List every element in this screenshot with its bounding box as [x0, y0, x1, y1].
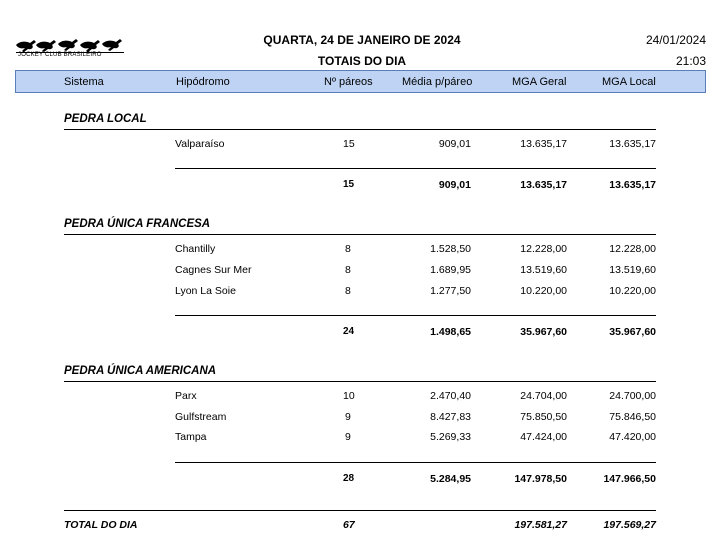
column-header-bar	[15, 70, 706, 93]
subtotal-mga-geral: 147.978,50	[514, 473, 567, 485]
total-mga-local: 197.569,27	[603, 519, 656, 531]
row-mga-geral: 24.704,00	[520, 390, 567, 402]
row-mga-geral: 13.635,17	[520, 138, 567, 150]
row-pareos: 8	[345, 285, 351, 297]
subtotal-mga-geral: 13.635,17	[520, 179, 567, 191]
subtotal-mga-local: 13.635,17	[609, 179, 656, 191]
row-pareos: 9	[345, 411, 351, 423]
subtotal-divider	[175, 168, 656, 169]
row-pareos: 10	[343, 390, 355, 402]
row-pareos: 8	[345, 243, 351, 255]
subtotal-mga-local: 147.966,50	[603, 473, 656, 485]
row-media: 1.277,50	[430, 285, 471, 297]
total-pareos: 67	[343, 519, 355, 531]
row-hipodromo: Valparaíso	[175, 138, 225, 150]
section-title: PEDRA ÚNICA FRANCESA	[64, 218, 211, 230]
row-mga-local: 12.228,00	[609, 243, 656, 255]
row-mga-geral: 12.228,00	[520, 243, 567, 255]
total-label: TOTAL DO DIA	[64, 519, 138, 531]
report-date: 24/01/2024	[645, 33, 706, 47]
row-media: 909,01	[438, 138, 471, 150]
row-mga-geral: 47.424,00	[520, 431, 567, 443]
section-divider	[64, 129, 656, 130]
row-hipodromo: Tampa	[175, 431, 207, 443]
subtotal-pareos: 15	[343, 179, 355, 190]
logo-text: JOCKEY CLUB BRASILEIRO	[18, 52, 102, 58]
col-pareos: Nº páreos	[324, 76, 373, 88]
col-mga-local: MGA Local	[602, 76, 656, 88]
row-hipodromo: Cagnes Sur Mer	[175, 264, 252, 276]
subtotal-divider	[175, 315, 656, 316]
total-divider	[64, 510, 656, 511]
report-subtitle: TOTAIS DO DIA	[317, 54, 407, 68]
row-mga-local: 24.700,00	[609, 390, 656, 402]
col-hipodromo: Hipódromo	[176, 76, 230, 88]
row-mga-local: 13.519,60	[609, 264, 656, 276]
row-hipodromo: Lyon La Soie	[175, 285, 236, 297]
subtotal-media: 909,01	[438, 179, 471, 191]
col-sistema: Sistema	[64, 76, 104, 88]
row-mga-local: 75.846,50	[609, 411, 656, 423]
col-mga-geral: MGA Geral	[512, 76, 567, 88]
subtotal-media: 5.284,95	[430, 473, 471, 485]
row-pareos: 9	[345, 431, 351, 443]
row-pareos: 8	[345, 264, 351, 276]
row-mga-local: 10.220,00	[609, 285, 656, 297]
section-title: PEDRA ÚNICA AMERICANA	[64, 365, 217, 377]
row-media: 1.689,95	[430, 264, 471, 276]
row-hipodromo: Chantilly	[175, 243, 216, 255]
subtotal-media: 1.498,65	[430, 326, 471, 338]
row-mga-local: 47.420,00	[609, 431, 656, 443]
subtotal-divider	[175, 462, 656, 463]
row-mga-local: 13.635,17	[609, 138, 656, 150]
subtotal-mga-local: 35.967,60	[609, 326, 656, 338]
row-hipodromo: Gulfstream	[175, 411, 227, 423]
row-pareos: 15	[343, 138, 355, 150]
section-title: PEDRA LOCAL	[64, 113, 147, 125]
subtotal-mga-geral: 35.967,60	[520, 326, 567, 338]
row-mga-geral: 13.519,60	[520, 264, 567, 276]
row-media: 8.427,83	[430, 411, 471, 423]
section-divider	[64, 381, 656, 382]
section-divider	[64, 234, 656, 235]
report-title: QUARTA, 24 DE JANEIRO DE 2024	[263, 33, 461, 47]
report-time: 21:03	[675, 54, 706, 68]
row-mga-geral: 75.850,50	[520, 411, 567, 423]
total-mga-geral: 197.581,27	[514, 519, 567, 531]
subtotal-pareos: 24	[343, 326, 355, 337]
row-media: 2.470,40	[430, 390, 471, 402]
row-media: 5.269,33	[430, 431, 471, 443]
row-media: 1.528,50	[430, 243, 471, 255]
row-mga-geral: 10.220,00	[520, 285, 567, 297]
col-media: Média p/páreo	[402, 76, 473, 88]
subtotal-pareos: 28	[343, 473, 355, 484]
row-hipodromo: Parx	[175, 390, 197, 402]
